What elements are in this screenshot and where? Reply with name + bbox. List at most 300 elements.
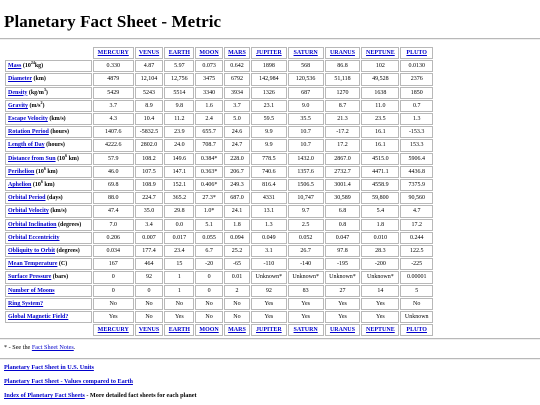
fact-value-cell: 0.642 <box>224 60 250 72</box>
fact-value-cell: 365.2 <box>164 192 194 204</box>
fact-value-cell: No <box>93 298 134 310</box>
fact-row <box>5 179 433 191</box>
planet-link-moon[interactable]: MOON <box>199 327 219 334</box>
row-label-link[interactable]: Density <box>8 89 28 96</box>
fact-value-cell: 92 <box>251 285 287 297</box>
fact-value-cell: -195 <box>325 258 361 270</box>
fact-value-cell: 108.9 <box>135 179 164 191</box>
fact-value-cell: 1898 <box>251 60 287 72</box>
planetary-fact-table <box>4 46 434 337</box>
row-label-cell <box>5 139 92 151</box>
row-label-link[interactable]: Diameter <box>8 76 32 83</box>
fact-value-cell: No <box>195 311 223 323</box>
fact-value-cell: 1407.6 <box>93 126 134 138</box>
row-unit-prefix: (10 <box>21 63 31 70</box>
fact-row <box>5 245 433 257</box>
fact-value-cell: 149.6 <box>164 153 194 165</box>
planet-header-row <box>5 47 433 59</box>
fact-value-cell: 24.1 <box>224 205 250 217</box>
fact-value-cell: 0.363* <box>195 166 223 178</box>
planet-footer-row <box>5 324 433 336</box>
planet-link-jupiter[interactable]: JUPITER <box>256 50 282 56</box>
planet-link-mars[interactable]: MARS <box>228 327 246 334</box>
planet-link-mercury[interactable]: MERCURY <box>97 327 129 334</box>
fact-value-cell: 88.0 <box>93 192 134 204</box>
planet-header-cell <box>288 47 324 59</box>
fact-value-cell: 2 <box>224 285 250 297</box>
row-label-link[interactable]: Orbital Period <box>8 195 46 202</box>
row-label-cell <box>5 126 92 138</box>
row-label-link[interactable]: Distance from Sun <box>8 155 56 162</box>
fact-value-cell: 177.4 <box>135 245 164 257</box>
row-label-cell <box>5 271 92 283</box>
fact-value-cell: 24.7 <box>224 139 250 151</box>
fact-value-cell: -20 <box>195 258 223 270</box>
fact-value-cell: 4471.1 <box>361 166 399 178</box>
row-label-link[interactable]: Length of Day <box>8 142 45 149</box>
fact-value-cell: 147.1 <box>164 166 194 178</box>
fact-value-cell: 224.7 <box>135 192 164 204</box>
fact-value-cell: 816.4 <box>251 179 287 191</box>
row-unit-exponent: 6 <box>43 165 46 171</box>
fact-value-cell: Unknown* <box>251 271 287 283</box>
fact-value-cell: 9.0 <box>288 100 324 112</box>
fact-value-cell: Yes <box>251 311 287 323</box>
planet-header-cell <box>164 324 194 336</box>
planet-header-cell <box>400 324 433 336</box>
fact-value-cell: 7375.9 <box>400 179 433 191</box>
fact-value-cell: 153.3 <box>400 139 433 151</box>
fact-sheet-notes-link[interactable]: Fact Sheet Notes <box>31 344 74 351</box>
fact-value-cell: 5429 <box>93 87 134 99</box>
fact-value-cell: -153.3 <box>400 126 433 138</box>
row-label-cell <box>5 192 92 204</box>
fact-value-cell: 0.330 <box>93 60 134 72</box>
fact-row <box>5 258 433 270</box>
fact-value-cell: 1357.6 <box>288 166 324 178</box>
fact-value-cell: 97.8 <box>325 245 361 257</box>
fact-row <box>5 126 433 138</box>
fact-row <box>5 192 433 204</box>
fact-value-cell: 4331 <box>251 192 287 204</box>
fact-value-cell: 0.052 <box>288 232 324 244</box>
fact-value-cell: 5.0 <box>224 113 250 125</box>
fact-row <box>5 166 433 178</box>
fact-value-cell: 23.1 <box>251 100 287 112</box>
fact-value-cell: 1.3 <box>400 113 433 125</box>
fact-value-cell: 1.8 <box>224 219 250 231</box>
fact-row <box>5 153 433 165</box>
fact-value-cell: 4.3 <box>93 113 134 125</box>
row-label-cell <box>5 245 92 257</box>
fact-value-cell: 0.073 <box>195 60 223 72</box>
row-label-link[interactable]: Mass <box>8 63 22 70</box>
fact-value-cell: 5.97 <box>164 60 194 72</box>
fact-value-cell: 23.5 <box>361 113 399 125</box>
fact-value-cell: 5243 <box>135 87 164 99</box>
fact-value-cell: 687.0 <box>224 192 250 204</box>
planet-header-cell <box>93 47 134 59</box>
fact-value-cell: -110 <box>251 258 287 270</box>
footnote-prefix: * - See the <box>4 344 32 351</box>
fact-value-cell: 9.8 <box>164 100 194 112</box>
fact-value-cell: 0.047 <box>325 232 361 244</box>
fact-value-cell: -5832.5 <box>135 126 164 138</box>
fact-value-cell: 2.4 <box>195 113 223 125</box>
fact-value-cell: 4436.8 <box>400 166 433 178</box>
header-corner-cell <box>5 47 92 59</box>
fact-value-cell: 16.1 <box>361 126 399 138</box>
fact-value-cell: Unknown* <box>288 271 324 283</box>
row-label-link[interactable]: Orbital Inclination <box>8 221 57 228</box>
footer-divider <box>0 358 540 360</box>
row-label-cell <box>5 179 92 191</box>
planet-header-cell <box>325 47 361 59</box>
fact-row <box>5 298 433 310</box>
row-unit: (degrees) <box>56 221 82 228</box>
row-unit-prefix: (10 <box>34 168 44 175</box>
fact-value-cell: 5906.4 <box>400 153 433 165</box>
fact-value-cell: Unknown* <box>325 271 361 283</box>
row-label-cell <box>5 153 92 165</box>
row-label-cell <box>5 285 92 297</box>
fact-value-cell: 49,528 <box>361 73 399 85</box>
fact-row <box>5 60 433 72</box>
fact-value-cell: 46.0 <box>93 166 134 178</box>
planet-link-pluto[interactable]: PLUTO <box>406 327 427 334</box>
planet-header-cell <box>251 324 287 336</box>
fact-value-cell: 47.4 <box>93 205 134 217</box>
us-units-link[interactable]: Planetary Fact Sheet in U.S. Units <box>4 364 94 371</box>
fact-value-cell: 51,118 <box>325 73 361 85</box>
row-label-link[interactable]: Orbital Eccentricity <box>8 234 60 241</box>
fact-value-cell: No <box>135 298 164 310</box>
planet-link-pluto[interactable]: PLUTO <box>406 50 427 56</box>
fact-value-cell: 0 <box>195 271 223 283</box>
fact-value-cell: 0.244 <box>400 232 433 244</box>
fact-value-cell: 24.0 <box>164 139 194 151</box>
fact-value-cell: 4222.6 <box>93 139 134 151</box>
fact-value-cell: 86.8 <box>325 60 361 72</box>
planet-header-cell <box>325 324 361 336</box>
fact-value-cell: 9.9 <box>251 139 287 151</box>
row-unit: (km/s) <box>48 208 67 215</box>
page-title: Planetary Fact Sheet - Metric <box>4 12 222 31</box>
row-label-link[interactable]: Orbital Velocity <box>8 208 49 215</box>
fact-value-cell: 4.7 <box>400 205 433 217</box>
fact-value-cell: 6.8 <box>325 205 361 217</box>
fact-value-cell: 2732.7 <box>325 166 361 178</box>
fact-value-cell: 0.01 <box>224 271 250 283</box>
fact-value-cell: 0.034 <box>93 245 134 257</box>
row-label-link[interactable]: Global Magnetic Field? <box>8 314 69 321</box>
fact-row <box>5 113 433 125</box>
fact-value-cell: 30,589 <box>325 192 361 204</box>
planet-header-cell <box>224 47 250 59</box>
row-unit: (km) <box>32 76 46 83</box>
fact-value-cell: 12,104 <box>135 73 164 85</box>
row-unit-suffix: kg) <box>34 63 44 70</box>
fact-value-cell: 2802.0 <box>135 139 164 151</box>
fact-value-cell: No <box>135 311 164 323</box>
fact-value-cell: No <box>224 311 250 323</box>
fact-value-cell: 0.206 <box>93 232 134 244</box>
fact-value-cell: 24.6 <box>224 126 250 138</box>
fact-value-cell: 102 <box>361 60 399 72</box>
fact-value-cell: 3934 <box>224 87 250 99</box>
fact-value-cell: 9.7 <box>288 205 324 217</box>
planet-link-venus[interactable]: VENUS <box>138 50 160 56</box>
fact-value-cell: 8.9 <box>135 100 164 112</box>
row-label-cell <box>5 113 92 125</box>
fact-value-cell: 69.8 <box>93 179 134 191</box>
row-unit-suffix: km) <box>67 155 79 162</box>
fact-value-cell: -17.2 <box>325 126 361 138</box>
row-unit-prefix: (10 <box>55 155 66 162</box>
fact-value-cell: 0 <box>93 285 134 297</box>
fact-value-cell: No <box>224 298 250 310</box>
fact-value-cell: 5.4 <box>361 205 399 217</box>
planet-header-cell <box>288 324 324 336</box>
planet-header-cell <box>93 324 134 336</box>
fact-value-cell: 6792 <box>224 73 250 85</box>
row-unit: (bars) <box>51 274 69 281</box>
row-label-link[interactable]: Surface Pressure <box>8 274 52 281</box>
fact-value-cell: No <box>164 298 194 310</box>
planet-link-uranus[interactable]: URANUS <box>329 327 355 334</box>
row-unit-prefix: (m/s <box>28 102 41 109</box>
row-unit: (C) <box>57 261 68 268</box>
index-link-line <box>4 392 197 399</box>
fact-value-cell: 1 <box>164 271 194 283</box>
fact-value-cell: 122.5 <box>400 245 433 257</box>
planet-link-venus[interactable]: VENUS <box>138 327 160 334</box>
fact-value-cell: 3.1 <box>251 245 287 257</box>
fact-value-cell: 568 <box>288 60 324 72</box>
fact-value-cell: 0.0 <box>164 219 194 231</box>
row-label-link[interactable]: Aphelion <box>8 182 32 189</box>
fact-value-cell: 5514 <box>164 87 194 99</box>
planet-link-neptune[interactable]: NEPTUNE <box>366 327 395 334</box>
fact-value-cell: 59.5 <box>251 113 287 125</box>
fact-value-cell: 0.010 <box>361 232 399 244</box>
row-unit-exponent: 24 <box>30 60 35 66</box>
compared-to-earth-link-line <box>4 378 133 385</box>
fact-value-cell: 4515.0 <box>361 153 399 165</box>
planet-link-jupiter[interactable]: JUPITER <box>256 327 282 334</box>
fact-value-cell: 83 <box>288 285 324 297</box>
row-label-link[interactable]: Number of Moons <box>8 287 55 294</box>
planet-link-mars[interactable]: MARS <box>228 50 246 56</box>
fact-value-cell: 0.7 <box>400 100 433 112</box>
fact-value-cell: Unknown <box>400 311 433 323</box>
fact-value-cell: Yes <box>288 311 324 323</box>
fact-value-cell: 12,756 <box>164 73 194 85</box>
index-of-fact-sheets-link[interactable]: Index of Planetary Fact Sheets <box>4 392 85 399</box>
row-label-cell <box>5 87 92 99</box>
row-label-link[interactable]: Ring System? <box>8 300 44 307</box>
row-label-link[interactable]: Escape Velocity <box>8 116 48 123</box>
fact-value-cell: 0.049 <box>251 232 287 244</box>
fact-value-cell: Yes <box>164 311 194 323</box>
fact-value-cell: 2.5 <box>288 219 324 231</box>
fact-value-cell: 152.1 <box>164 179 194 191</box>
row-unit-exponent: 2 <box>40 99 43 105</box>
fact-value-cell: 17.2 <box>325 139 361 151</box>
fact-value-cell: 4879 <box>93 73 134 85</box>
fact-value-cell: 35.5 <box>288 113 324 125</box>
fact-value-cell: 27.3* <box>195 192 223 204</box>
row-label-cell <box>5 60 92 72</box>
fact-value-cell: 1850 <box>400 87 433 99</box>
row-label-cell <box>5 232 92 244</box>
row-label-link[interactable]: Rotation Period <box>8 129 49 136</box>
planet-header-cell <box>361 324 399 336</box>
us-units-link-line <box>4 364 94 371</box>
fact-value-cell: 3.7 <box>93 100 134 112</box>
fact-value-cell: No <box>195 298 223 310</box>
fact-row <box>5 219 433 231</box>
fact-value-cell: 3001.4 <box>325 179 361 191</box>
fact-value-cell: 464 <box>135 258 164 270</box>
fact-value-cell: 0 <box>135 285 164 297</box>
planet-header-cell <box>400 47 433 59</box>
fact-value-cell: 708.7 <box>195 139 223 151</box>
fact-row <box>5 271 433 283</box>
fact-value-cell: 23.4 <box>164 245 194 257</box>
fact-value-cell: 15 <box>164 258 194 270</box>
fact-value-cell: 655.7 <box>195 126 223 138</box>
row-label-cell <box>5 258 92 270</box>
fact-row <box>5 232 433 244</box>
fact-value-cell: 8.7 <box>325 100 361 112</box>
planet-link-earth[interactable]: EARTH <box>168 50 190 56</box>
fact-value-cell: 5 <box>400 285 433 297</box>
fact-value-cell: 6.7 <box>195 245 223 257</box>
planet-link-earth[interactable]: EARTH <box>168 327 190 334</box>
fact-value-cell: 3.4 <box>135 219 164 231</box>
row-label-link[interactable]: Gravity <box>8 102 28 109</box>
planet-header-cell <box>224 324 250 336</box>
compared-to-earth-link[interactable]: Planetary Fact Sheet - Values compared to Earth <box>4 378 133 385</box>
fact-value-cell: 10.7 <box>288 126 324 138</box>
row-label-link[interactable]: Mean Temperature <box>8 261 58 268</box>
row-unit-exponent: 6 <box>65 152 68 158</box>
fact-value-cell: 35.0 <box>135 205 164 217</box>
row-label-link[interactable]: Perihelion <box>8 168 35 175</box>
fact-table-body <box>5 60 433 323</box>
fact-value-cell: 1.0* <box>195 205 223 217</box>
fact-value-cell: -140 <box>288 258 324 270</box>
fact-value-cell: -65 <box>224 258 250 270</box>
row-unit: (degrees) <box>55 248 80 255</box>
fact-value-cell: 1 <box>164 285 194 297</box>
planet-link-saturn[interactable]: SATURN <box>293 50 318 56</box>
fact-value-cell: 3.7 <box>224 100 250 112</box>
fact-value-cell: 2867.0 <box>325 153 361 165</box>
fact-value-cell: 228.0 <box>224 153 250 165</box>
fact-value-cell: 10,747 <box>288 192 324 204</box>
row-unit-exponent: 3 <box>43 86 46 92</box>
fact-value-cell: 1.3 <box>251 219 287 231</box>
row-label-cell <box>5 100 92 112</box>
fact-value-cell: 29.8 <box>164 205 194 217</box>
fact-value-cell: 0.0130 <box>400 60 433 72</box>
fact-value-cell: 21.3 <box>325 113 361 125</box>
fact-value-cell: 3340 <box>195 87 223 99</box>
fact-row <box>5 87 433 99</box>
fact-row <box>5 285 433 297</box>
fact-value-cell: 0.406* <box>195 179 223 191</box>
planet-link-neptune[interactable]: NEPTUNE <box>366 50 395 56</box>
planet-link-saturn[interactable]: SATURN <box>293 327 318 334</box>
fact-value-cell: 28.3 <box>361 245 399 257</box>
table-divider <box>0 338 540 340</box>
row-label-cell <box>5 166 92 178</box>
fact-value-cell: -200 <box>361 258 399 270</box>
fact-value-cell: 14 <box>361 285 399 297</box>
fact-value-cell: 5.1 <box>195 219 223 231</box>
fact-value-cell: 1270 <box>325 87 361 99</box>
row-unit: (days) <box>45 195 63 202</box>
planet-link-uranus[interactable]: URANUS <box>329 50 355 56</box>
fact-value-cell: 0.094 <box>224 232 250 244</box>
fact-value-cell: 59,800 <box>361 192 399 204</box>
header-corner-cell <box>5 324 92 336</box>
footnote <box>4 344 75 351</box>
fact-value-cell: 249.3 <box>224 179 250 191</box>
row-unit: (km/s) <box>47 116 66 123</box>
fact-value-cell: 11.0 <box>361 100 399 112</box>
fact-value-cell: 2376 <box>400 73 433 85</box>
planet-header-cell <box>195 47 223 59</box>
fact-row <box>5 205 433 217</box>
row-label-cell <box>5 73 92 85</box>
fact-value-cell: 3475 <box>195 73 223 85</box>
fact-value-cell: 23.9 <box>164 126 194 138</box>
fact-value-cell: 13.1 <box>251 205 287 217</box>
fact-value-cell: 7.0 <box>93 219 134 231</box>
fact-value-cell: 120,536 <box>288 73 324 85</box>
row-unit-prefix: (10 <box>31 182 41 189</box>
row-unit-suffix: ) <box>45 89 48 96</box>
fact-value-cell: 57.9 <box>93 153 134 165</box>
row-unit-prefix: (kg/m <box>27 89 44 96</box>
fact-value-cell: 27 <box>325 285 361 297</box>
fact-value-cell: 107.5 <box>135 166 164 178</box>
row-unit: (hours) <box>48 129 69 136</box>
fact-value-cell: 9.9 <box>251 126 287 138</box>
fact-value-cell: 16.1 <box>361 139 399 151</box>
fact-value-cell: 0.055 <box>195 232 223 244</box>
row-label-cell <box>5 298 92 310</box>
row-label-cell <box>5 205 92 217</box>
planet-link-moon[interactable]: MOON <box>199 50 219 56</box>
fact-row <box>5 100 433 112</box>
fact-value-cell: 90,560 <box>400 192 433 204</box>
row-unit-suffix: km) <box>45 168 58 175</box>
fact-value-cell: 17.2 <box>400 219 433 231</box>
fact-value-cell: Yes <box>361 311 399 323</box>
planet-header-cell <box>195 324 223 336</box>
fact-value-cell: 206.7 <box>224 166 250 178</box>
fact-value-cell: 0.8 <box>325 219 361 231</box>
planet-link-mercury[interactable]: MERCURY <box>97 50 129 56</box>
row-label-link[interactable]: Obliquity to Orbit <box>8 248 56 255</box>
fact-value-cell: Yes <box>288 298 324 310</box>
index-description: - More detailed fact sheets for each planet <box>84 392 197 399</box>
fact-value-cell: 1.6 <box>195 100 223 112</box>
